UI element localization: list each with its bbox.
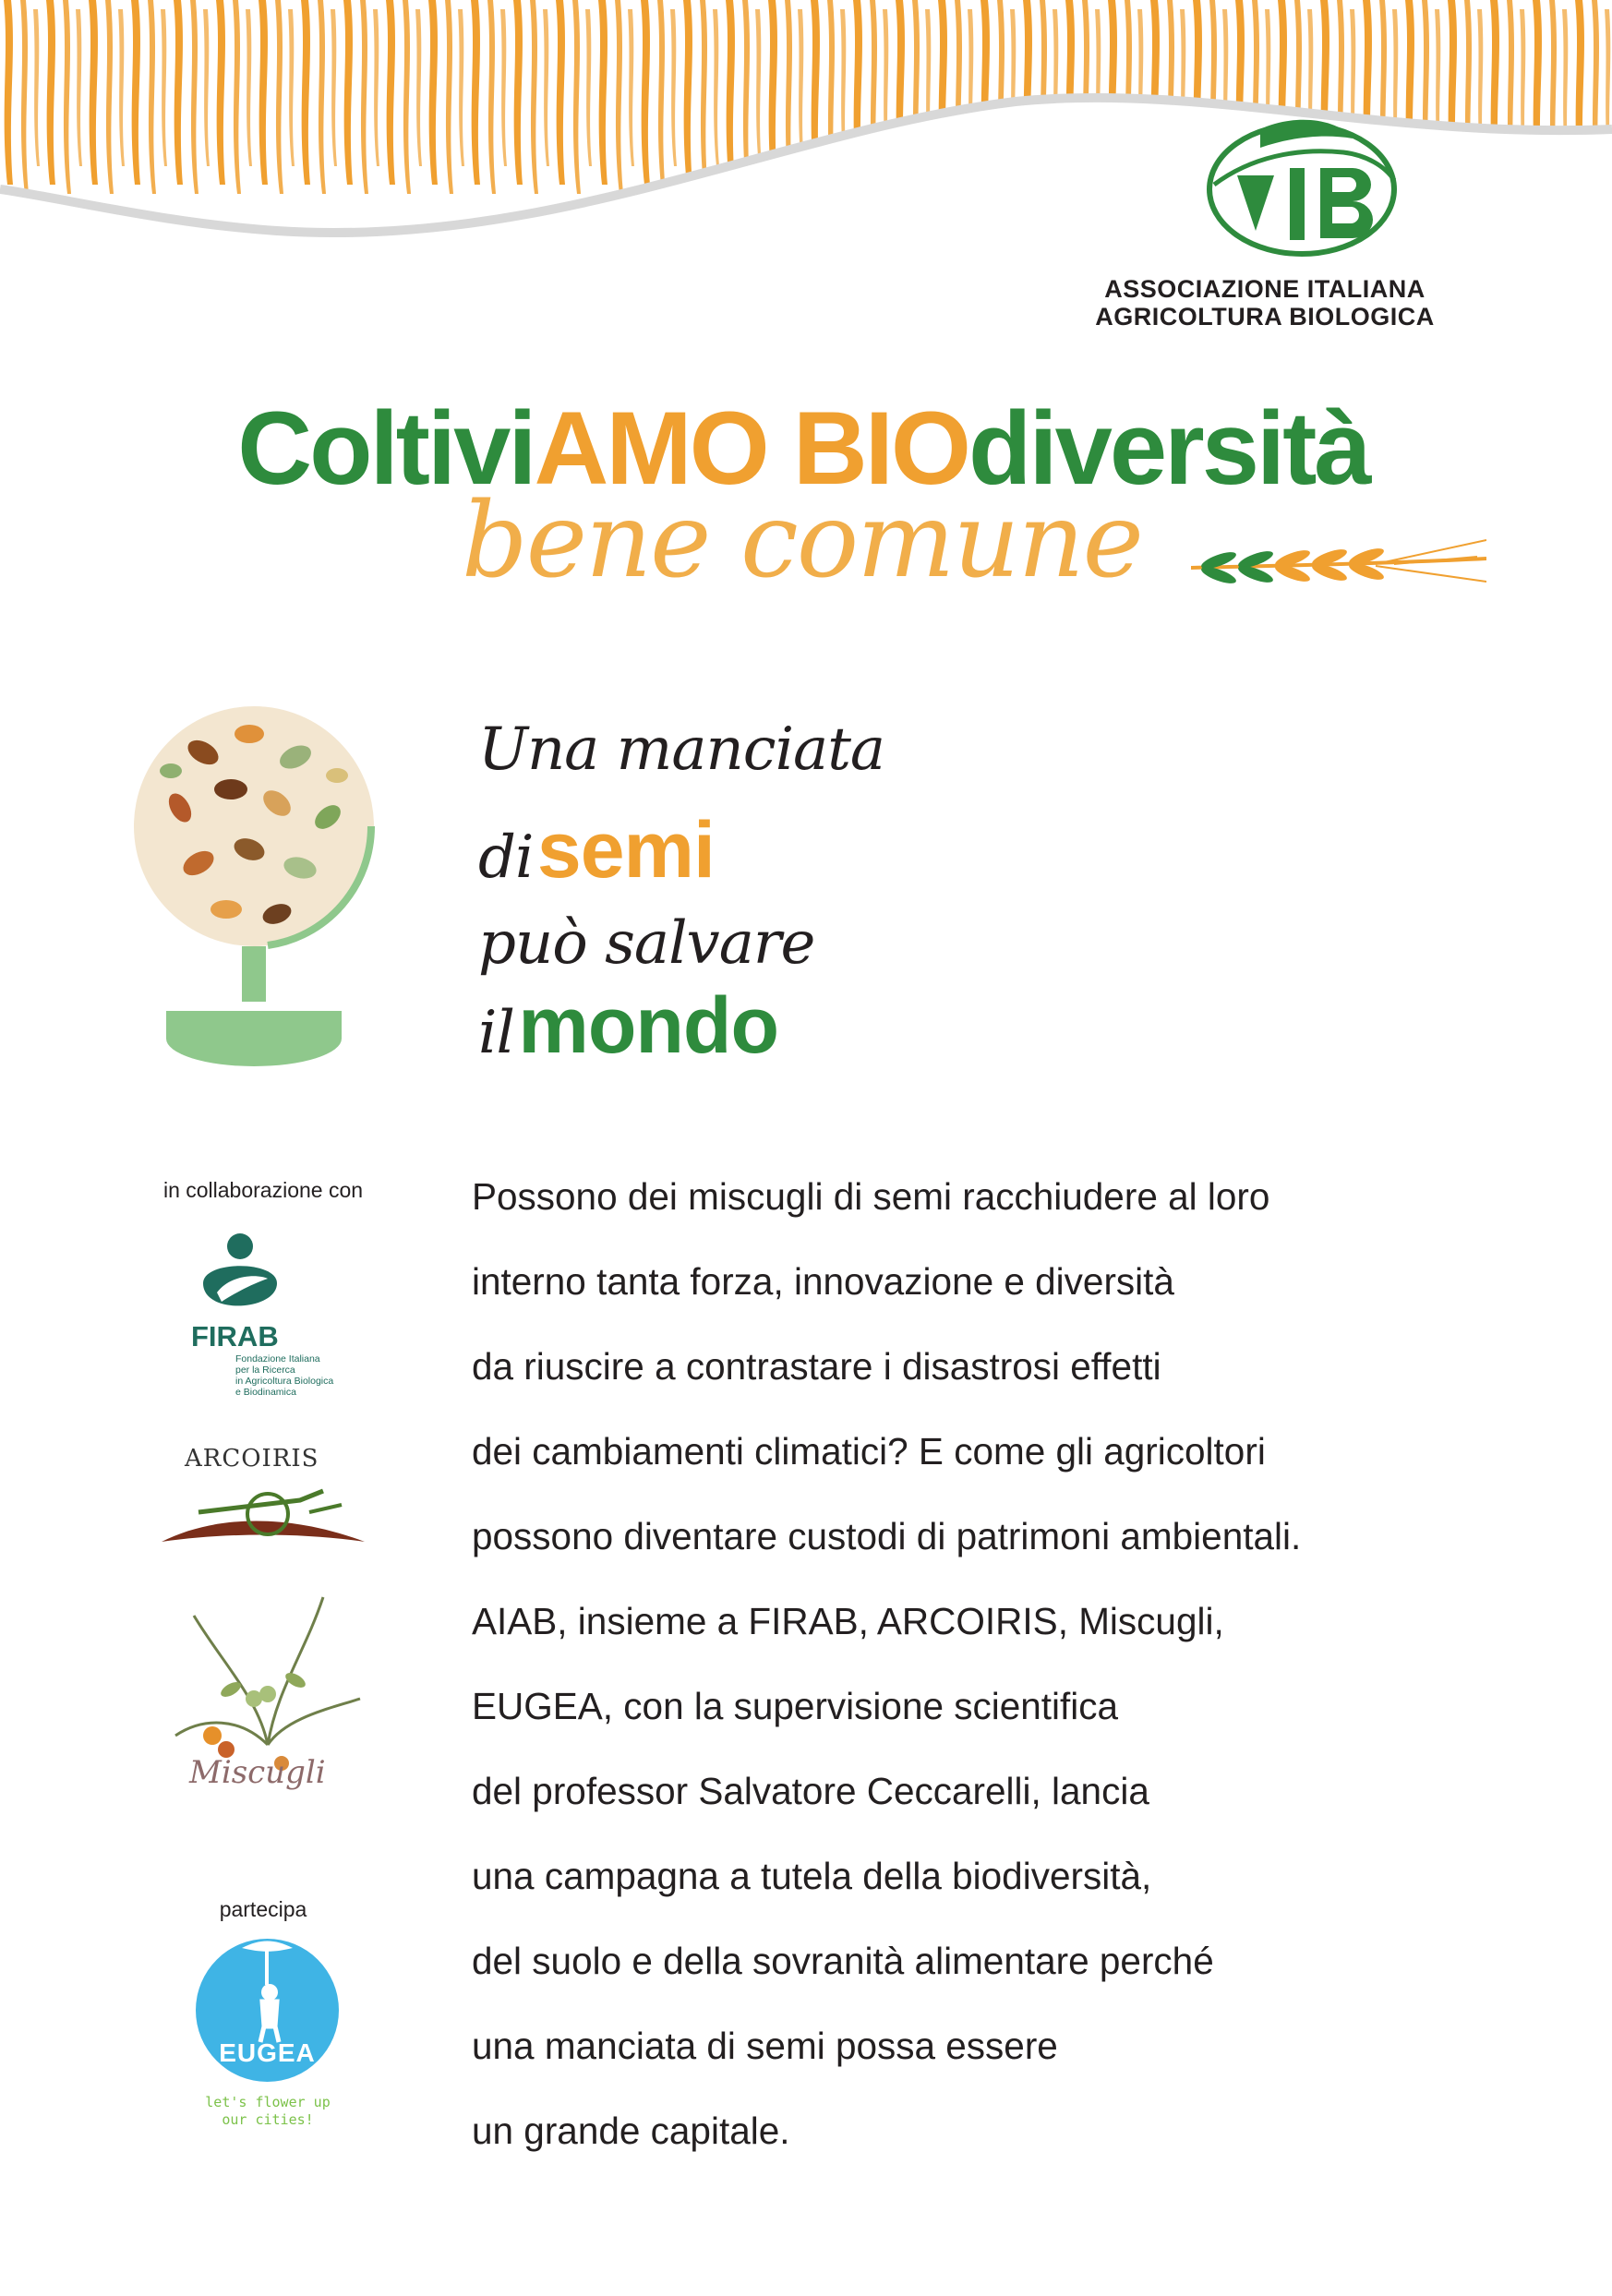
wheat-ear-icon: [1191, 531, 1486, 605]
org-name-line1: ASSOCIAZIONE ITALIANA: [1104, 275, 1426, 303]
seed-globe-illustration: [129, 688, 379, 1076]
page-subtitle: bene comune: [462, 481, 1142, 601]
slogan-line2-prefix: di: [478, 823, 534, 892]
slogan-word-mondo: mondo: [518, 981, 778, 1070]
org-name-line2: AGRICOLTURA BIOLOGICA: [1095, 303, 1435, 331]
slogan-line4-prefix: il: [478, 999, 514, 1067]
body-line: Possono dei miscugli di semi racchiudere al loro: [472, 1175, 1270, 1218]
title-part-coltivi: Coltivi: [237, 391, 535, 506]
slogan-line4: [478, 981, 778, 1070]
eugea-name: EUGEA: [219, 2038, 316, 2067]
body-line: del suolo e della sovranità alimentare perché: [472, 1940, 1214, 1982]
firab-description-line: per la Ricerca: [235, 1364, 295, 1376]
firab-description-line: Fondazione Italiana: [235, 1353, 320, 1364]
slogan-line2: [478, 806, 715, 895]
slogan-line3: può salvare: [478, 909, 815, 978]
body-line: AIAB, insieme a FIRAB, ARCOIRIS, Miscugli,: [472, 1600, 1224, 1642]
firab-name: FIRAB: [191, 1320, 279, 1352]
body-line: del professor Salvatore Ceccarelli, lancia: [472, 1770, 1149, 1812]
slogan-line1: Una manciata: [478, 715, 885, 784]
body-line: possono diventare custodi di patrimoni ambientali.: [472, 1515, 1302, 1557]
body-line: un grande capitale.: [472, 2110, 790, 2152]
slogan-word-semi: semi: [536, 806, 715, 895]
eugea-tagline-line1: let's flower up: [205, 2094, 331, 2110]
arcoiris-name: ARCOIRIS: [185, 1445, 319, 1473]
miscugli-name: Miscugli: [189, 1754, 326, 1791]
firab-description-line: in Agricoltura Biologica: [235, 1376, 334, 1387]
title-part-diversita: diversità: [968, 391, 1369, 506]
body-line: da riuscire a contrastare i disastrosi effetti: [472, 1345, 1161, 1388]
eugea-tagline-line2: our cities!: [222, 2111, 314, 2128]
title-part-amo-bio: AMO BIO: [534, 391, 969, 506]
body-line: dei cambiamenti climatici? E come gli agricoltori: [472, 1430, 1266, 1473]
body-line: una manciata di semi possa essere: [472, 2025, 1058, 2067]
aiab-emblem-icon: [1205, 111, 1399, 258]
participates-label: partecipa: [219, 1897, 307, 1921]
firab-description-line: e Biodinamica: [235, 1387, 296, 1398]
body-line: una campagna a tutela della biodiversità,: [472, 1855, 1152, 1897]
collaboration-label: in collaborazione con: [162, 1178, 364, 1202]
firab-description: [235, 1353, 374, 1398]
body-paragraph: [472, 1167, 1515, 2186]
body-line: interno tanta forza, innovazione e diversità: [472, 1260, 1174, 1303]
body-line: EUGEA, con la supervisione scientifica: [472, 1685, 1119, 1727]
